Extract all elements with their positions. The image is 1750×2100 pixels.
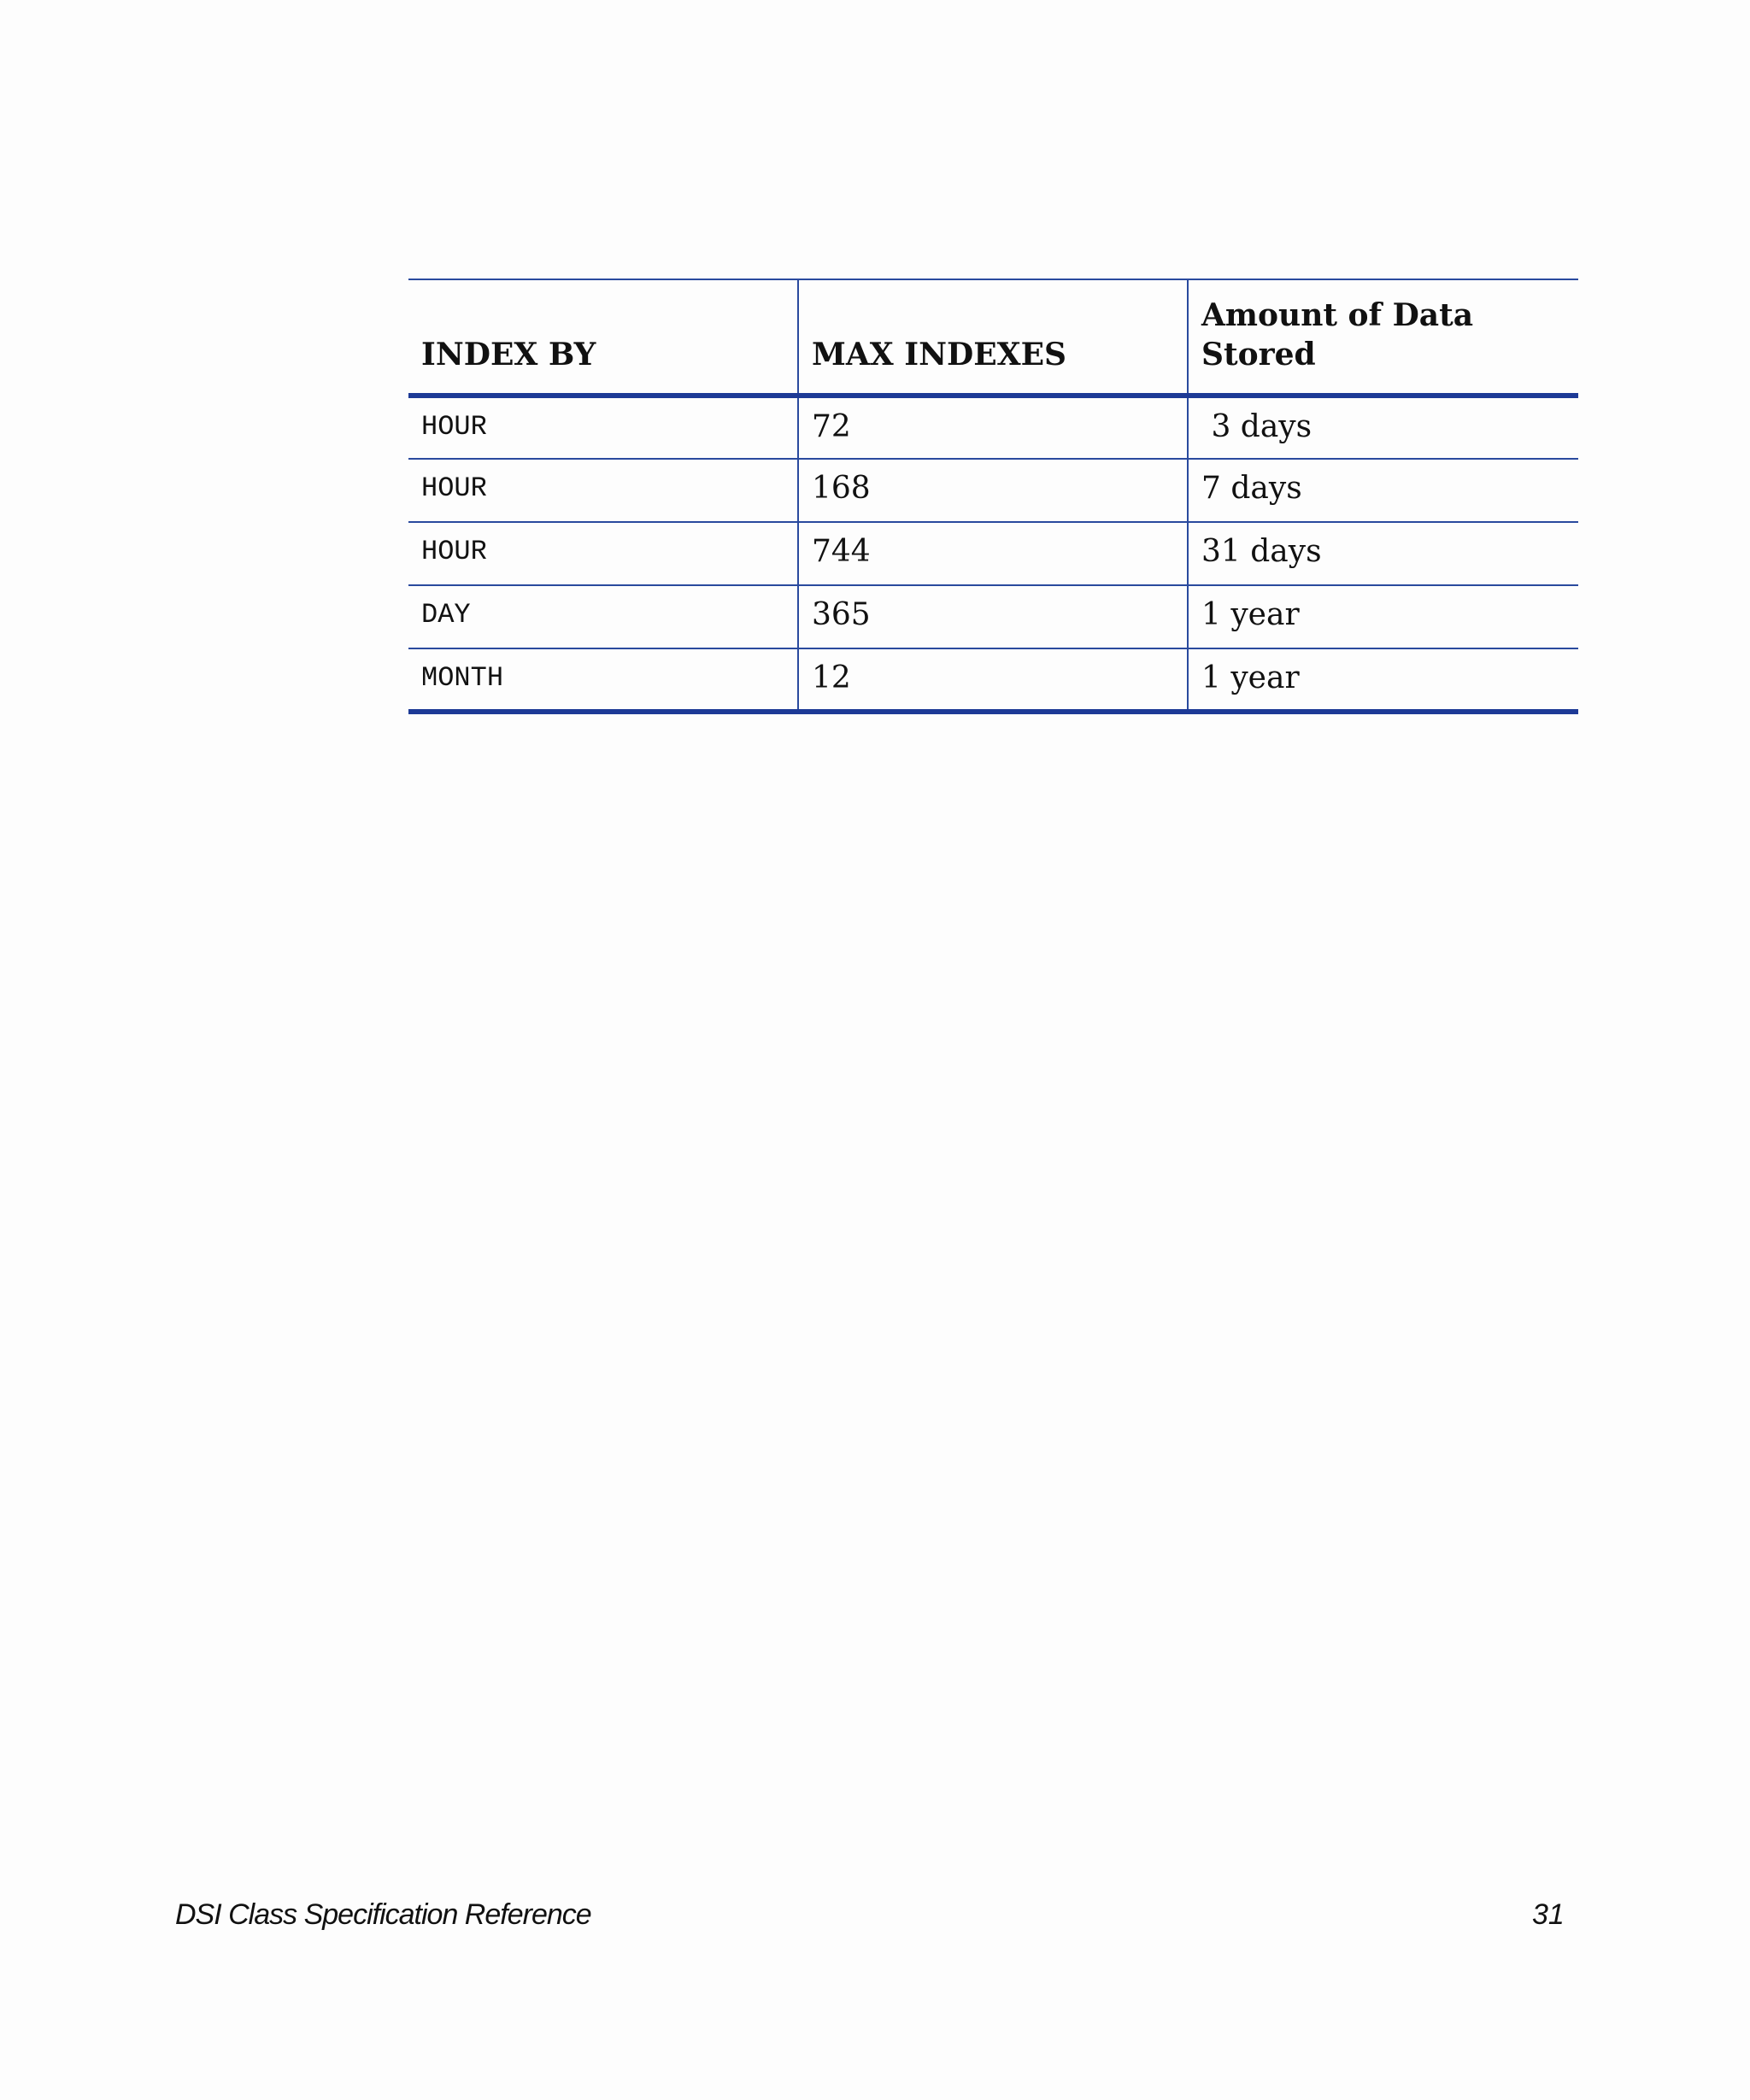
- table-header-row: [408, 279, 1578, 396]
- index-by-cell: MONTH: [408, 648, 798, 712]
- index-retention-table: [408, 279, 1578, 714]
- footer-page-number: 31: [1532, 1898, 1565, 1931]
- data-stored-cell: 3 days: [1188, 396, 1578, 459]
- max-indexes-cell: 72: [798, 396, 1188, 459]
- table-row: [408, 459, 1578, 522]
- index-by-cell: HOUR: [408, 459, 798, 522]
- data-stored-cell: 1 year: [1188, 648, 1578, 712]
- index-by-cell: HOUR: [408, 396, 798, 459]
- max-indexes-cell: 744: [798, 522, 1188, 585]
- max-indexes-cell: 168: [798, 459, 1188, 522]
- footer-document-title: DSI Class Specification Reference: [175, 1898, 591, 1931]
- data-stored-cell: 31 days: [1188, 522, 1578, 585]
- max-indexes-cell: 365: [798, 585, 1188, 648]
- header-index-by: INDEX BY: [408, 279, 798, 396]
- header-max-indexes: MAX INDEXES: [798, 279, 1188, 396]
- data-stored-cell: 1 year: [1188, 585, 1578, 648]
- max-indexes-cell: 12: [798, 648, 1188, 712]
- table-row: [408, 396, 1578, 459]
- data-stored-cell: 7 days: [1188, 459, 1578, 522]
- table-row: [408, 522, 1578, 585]
- index-by-cell: HOUR: [408, 522, 798, 585]
- header-amount-of-data-stored: Amount of Data Stored: [1188, 279, 1578, 396]
- index-by-cell: DAY: [408, 585, 798, 648]
- table-row: [408, 648, 1578, 712]
- table-row: [408, 585, 1578, 648]
